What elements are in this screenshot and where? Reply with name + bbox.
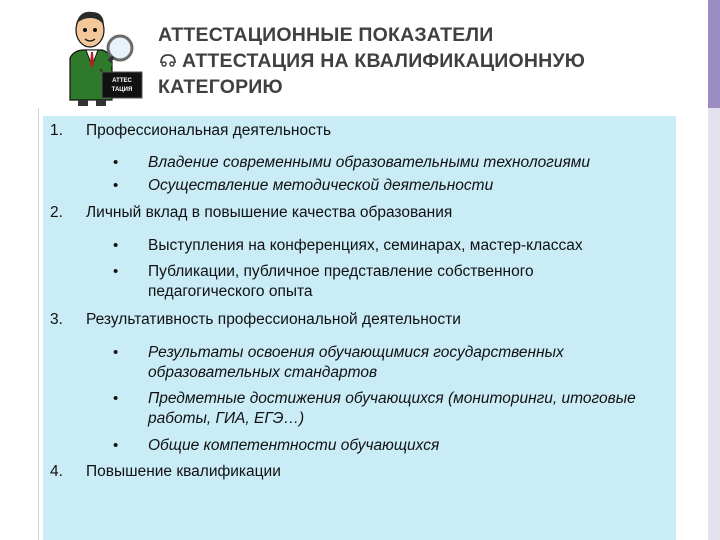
- list-item-4: Повышение квалификации: [86, 463, 281, 480]
- decorative-accent-block: [708, 0, 720, 108]
- teacher-with-magnifier-icon: [40, 6, 150, 106]
- bullet: •: [113, 390, 119, 407]
- sub-item-1-2: Осуществление методической деятельности: [148, 177, 494, 194]
- sub-item-2-1: Выступления на конференциях, семинарах, мастер-классах: [148, 237, 583, 254]
- slide-title: [158, 22, 698, 100]
- title-line-2: [158, 48, 698, 74]
- ornament-bullet-icon: [158, 52, 178, 68]
- list-number-2: 2.: [50, 204, 63, 221]
- title-line-3: КАТЕГОРИЮ: [158, 76, 283, 98]
- bullet: •: [113, 437, 119, 454]
- left-divider-line: [38, 108, 39, 540]
- bullet: •: [113, 237, 119, 254]
- decorative-right-strip: [708, 0, 720, 540]
- badge-text-line1: АТТЕС: [112, 78, 132, 84]
- sub-item-3-2: Предметные достижения обучающихся (мониторинги, итоговые работы, ГИА, ЕГЭ…): [148, 390, 636, 427]
- title-line-1: АТТЕСТАЦИОННЫЕ ПОКАЗАТЕЛИ: [158, 24, 494, 46]
- title-line-2-text: АТТЕСТАЦИЯ НА КВАЛИФИКАЦИОННУЮ: [182, 50, 586, 72]
- sub-item-3-3: Общие компетентности обучающихся: [148, 437, 440, 454]
- list-number-1: 1.: [50, 122, 63, 139]
- bullet: •: [113, 344, 119, 361]
- badge-text-line2: ТАЦИЯ: [111, 87, 133, 93]
- sub-item-3-1: Результаты освоения обучающимися государственных образовательных стандартов: [148, 344, 564, 381]
- bullet: •: [113, 263, 119, 280]
- list-number-3: 3.: [50, 311, 63, 328]
- list-number-4: 4.: [50, 463, 63, 480]
- list-item-3: Результативность профессиональной деятельности: [86, 311, 461, 328]
- list-item-1: Профессиональная деятельность: [86, 122, 332, 139]
- list-item-2: Личный вклад в повышение качества образования: [86, 204, 453, 221]
- bullet: •: [113, 154, 119, 171]
- sub-item-2-2: Публикации, публичное представление собственного педагогического опыта: [148, 263, 534, 300]
- bullet: •: [113, 177, 119, 194]
- sub-item-1-1: Владение современными образовательными технологиями: [148, 154, 590, 171]
